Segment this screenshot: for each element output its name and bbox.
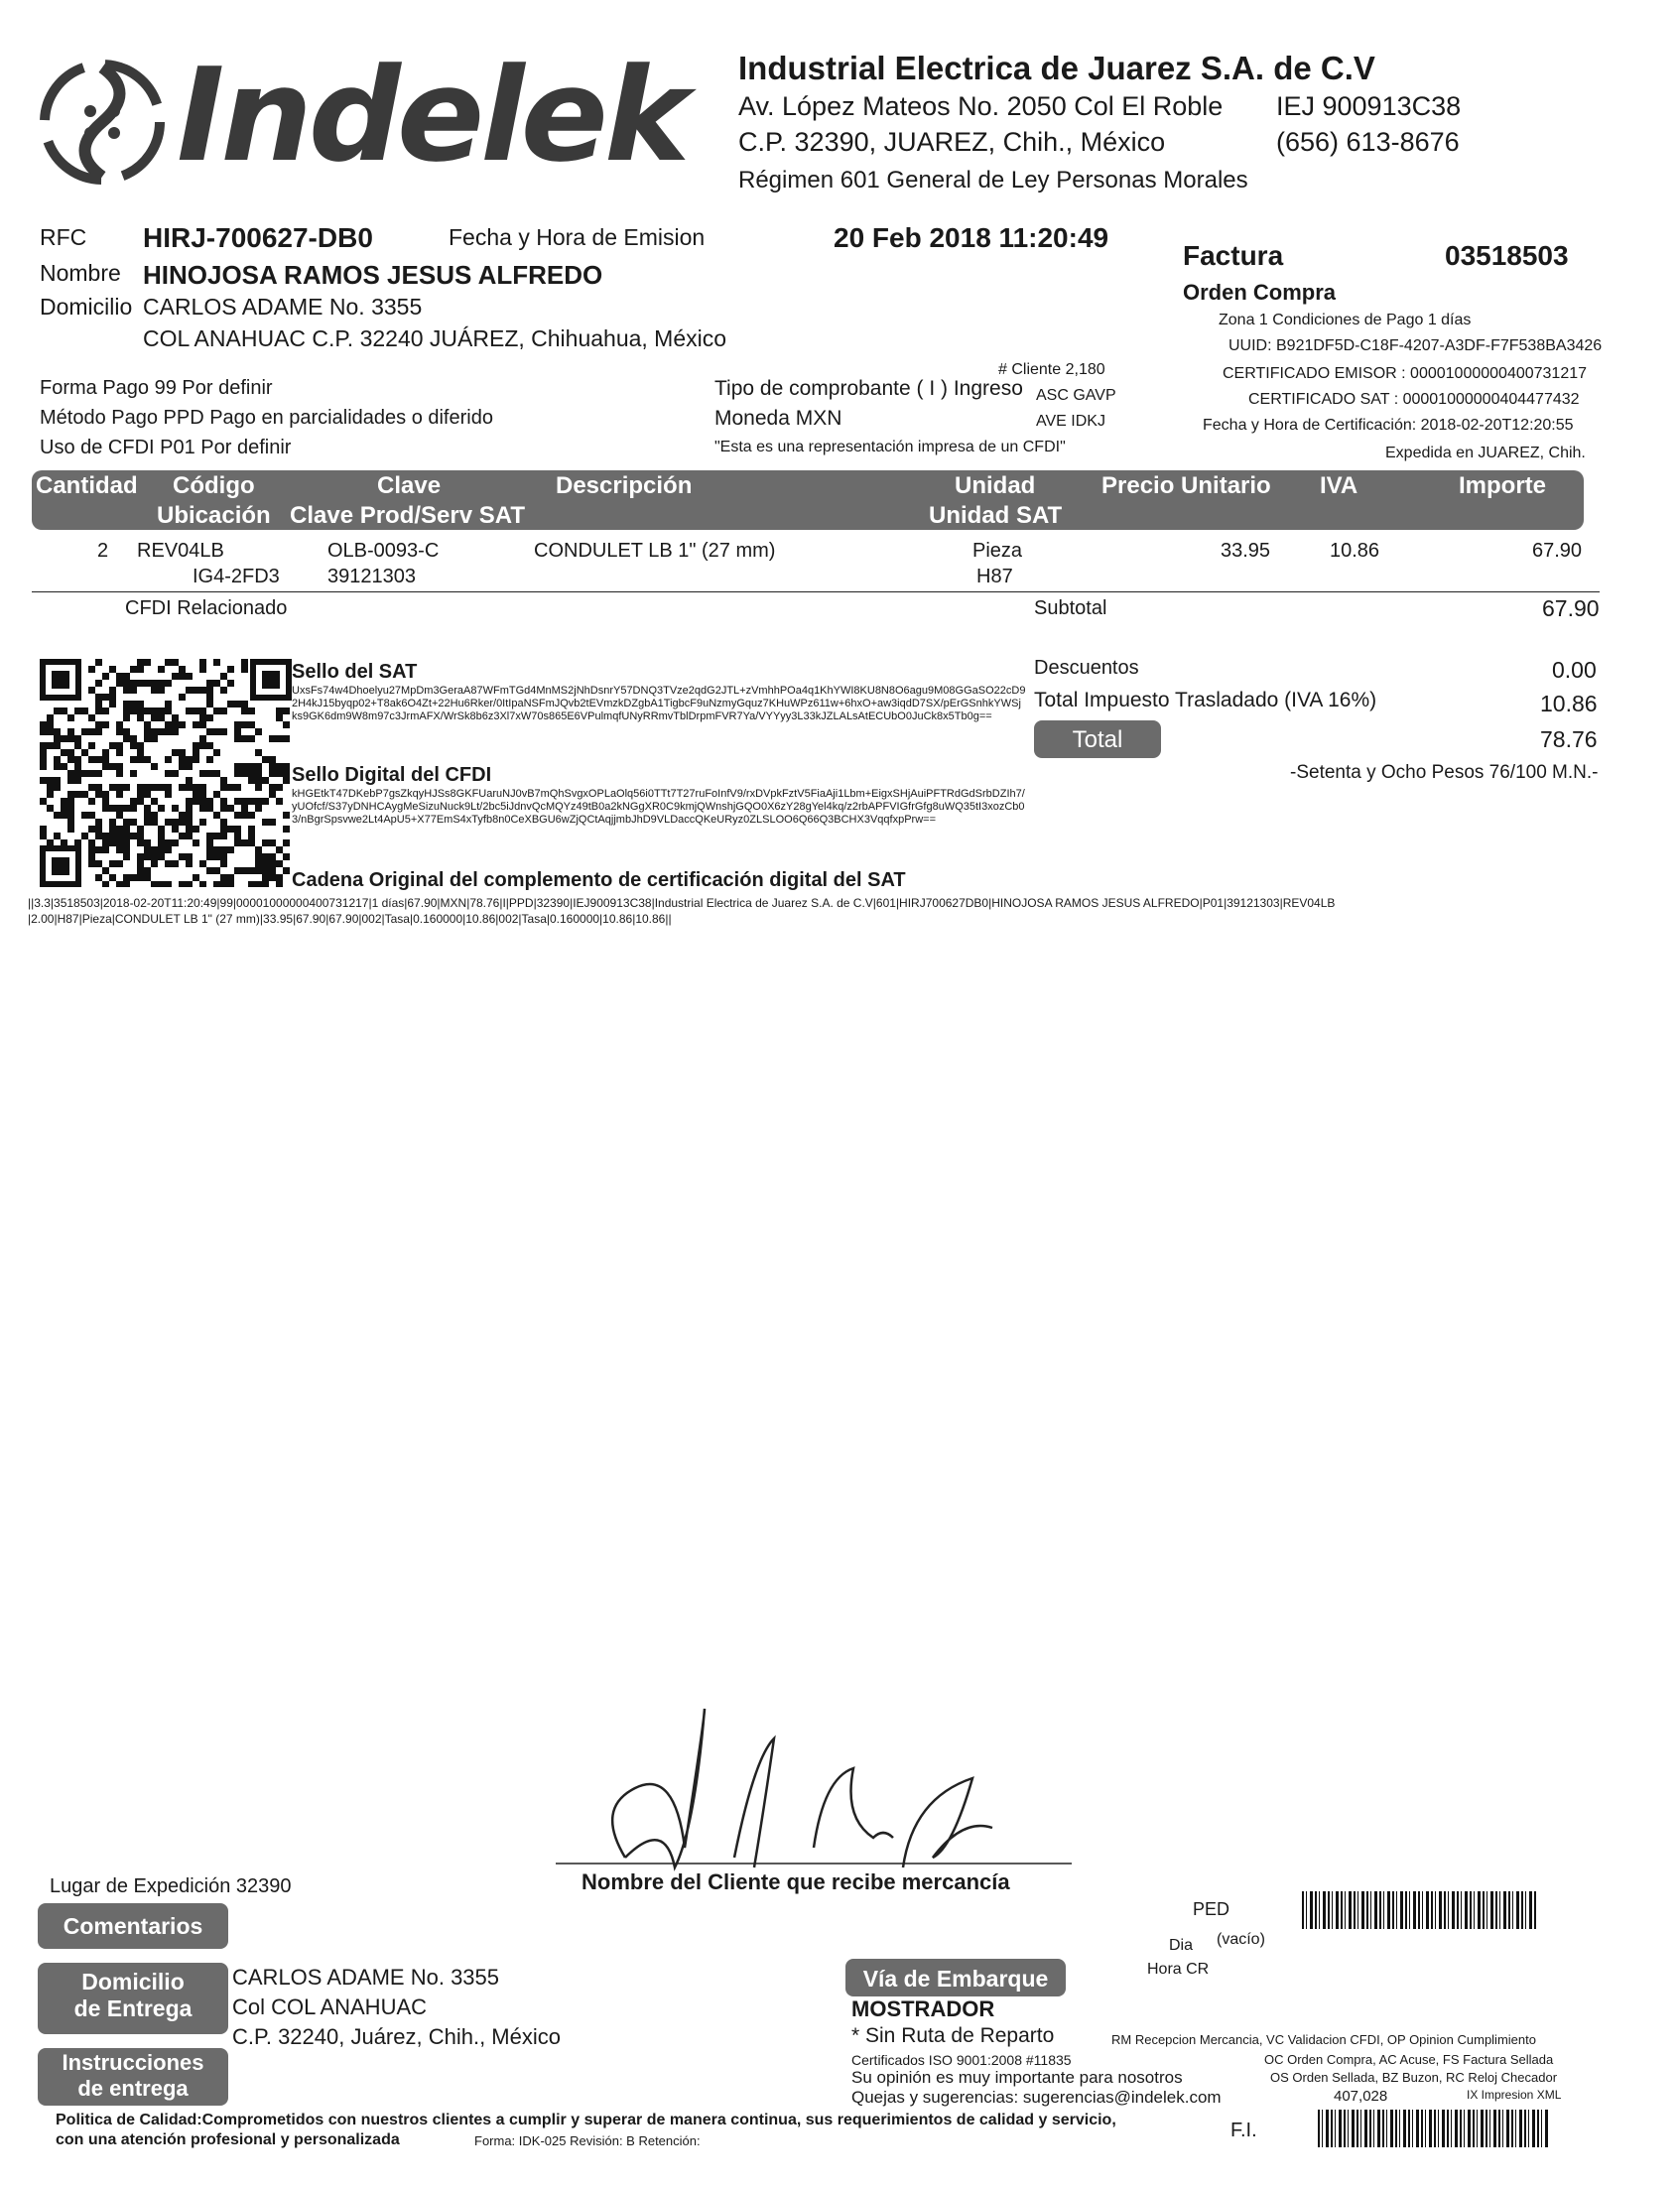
company-logo — [28, 30, 703, 208]
col-importe: Importe — [1459, 472, 1547, 499]
instrucciones-entrega-label — [38, 2048, 228, 2106]
sello-sat-value: UxsFs74w4Dhoelyu27MpDm3GeraA87WFmTGd4MnMS2jNhDsnrY57DNQ3TVze2qdG2JTL+zVmhhPOa4q1KhYWI8KU8N8O6agu9M08GGaSO22cD92H4kJ15byqp02+T8ak6O4Zt+22Hu6Rker/0ItIpaNSFmJQvb2tEVmzkDZgbA1TigbcF9uNzmyGquz7KHuWPz611w+6hxO+aw3iqdD7SX/pErGSnhkYWSjks9GK6dm9W8m97c3JrmAFX/WrSk8b6z3Xl7xW70s865E6VPulmqfUNyRRmvTblDrpmFVR7Ya/VYYyy3L33kJZLALsAtECUbO0JuCk8x5Tb0g== — [292, 685, 1026, 722]
emision-label: Fecha y Hora de Emision — [449, 224, 706, 250]
impresion-xml: IX Impresion XML — [1467, 2088, 1562, 2102]
col-precio: Precio Unitario — [1101, 472, 1271, 499]
forma-revision: Forma: IDK-025 Revisión: B Retención: — [474, 2133, 701, 2148]
total-en-letra: -Setenta y Ocho Pesos 76/100 M.N.- — [1290, 762, 1599, 783]
asc-code: ASC GAVP — [1036, 387, 1116, 404]
representacion-note: "Esta es una representación impresa de un CFDI" — [714, 439, 1066, 455]
cert-emisor: CERTIFICADO EMISOR : 00001000000400731217 — [1223, 365, 1588, 382]
uuid: UUID: B921DF5D-C18F-4207-A3DF-F7F538BA3426 — [1228, 337, 1603, 354]
forma-pago: Forma Pago 99 Por definir — [40, 377, 273, 399]
descuentos-value: 0.00 — [1552, 657, 1597, 683]
col-iva: IVA — [1320, 472, 1358, 499]
row-cantidad: 2 — [97, 540, 109, 562]
entrega-linea-1: CARLOS ADAME No. 3355 — [232, 1965, 500, 1990]
subtotal-label: Subtotal — [1034, 597, 1107, 619]
cadena-value: ||3.3|3518503|2018-02-20T11:20:49|99|00001000000400731217|1 días|67.90|MXN|78.76|I|PPD|32390|IEJ900913C38|Industrial Electrica de Juarez S.A. de C.V|601|HIRJ700627DB0|HINOJOSA RAMOS JESUS ALFREDO|P01|39121303|REV04LB|2.00|H87|Pieza|CONDULET LB 1" (27 mm)|33.95|67.90|67.90|002|Tasa|0.160000|10.86|002|Tasa|0.160000|10.86|10.86|| — [28, 896, 1336, 926]
rfc-label: RFC — [40, 224, 87, 250]
table-divider — [32, 591, 1600, 592]
domicilio-label: Domicilio — [40, 294, 133, 320]
entrega-linea-3: C.P. 32240, Juárez, Chih., México — [232, 2024, 561, 2049]
instrucciones-line2: de entrega — [77, 2076, 189, 2101]
moneda: Moneda MXN — [714, 407, 842, 430]
col-ubicacion: Ubicación — [157, 502, 271, 529]
col-clave-prod: Clave Prod/Serv SAT — [290, 502, 525, 529]
cfdi-relacionado: CFDI Relacionado — [125, 597, 288, 619]
cliente-num: # Cliente 2,180 — [998, 361, 1105, 378]
hora-cr-label: Hora CR — [1147, 1961, 1210, 1978]
metodo-pago: Método Pago PPD Pago en parcialidades o diferido — [40, 407, 493, 429]
legend-line-2: OC Orden Compra, AC Acuse, FS Factura Sellada — [1264, 2052, 1554, 2067]
sello-cfdi-label: Sello Digital del CFDI — [292, 764, 492, 786]
row-codigo: REV04LB — [137, 540, 224, 562]
client-rfc: HIRJ-700627-DB0 — [143, 222, 373, 253]
tipo-comprobante: Tipo de comprobante ( I ) Ingreso — [714, 377, 1023, 400]
fecha-certificacion: Fecha y Hora de Certificación: 2018-02-20T12:20:55 — [1203, 417, 1574, 434]
company-name: Industrial Electrica de Juarez S.A. de C.V — [738, 50, 1375, 86]
impuesto-label: Total Impuesto Trasladado (IVA 16%) — [1034, 689, 1377, 711]
row-descripcion: CONDULET LB 1" (27 mm) — [534, 540, 776, 562]
company-regimen: Régimen 601 General de Ley Personas Morales — [738, 167, 1248, 193]
barcode-bottom — [1318, 2110, 1548, 2147]
domicilio-entrega-line2: de Entrega — [73, 1995, 193, 2021]
legend-line-3: OS Orden Sellada, BZ Buzon, RC Reloj Checador — [1270, 2070, 1558, 2085]
row-precio: 33.95 — [1221, 540, 1271, 562]
via-embarque-label: Vía de Embarque — [845, 1959, 1066, 1996]
legend-line-1: RM Recepcion Mercancia, VC Validacion CFDI, OP Opinion Cumplimiento — [1111, 2032, 1536, 2047]
quejas-email: Quejas y sugerencias: sugerencias@indelek.com — [851, 2088, 1222, 2107]
row-unidad: Pieza — [972, 540, 1023, 562]
client-nombre: HINOJOSA RAMOS JESUS ALFREDO — [143, 260, 603, 290]
factura-label: Factura — [1183, 240, 1284, 271]
expedida-en: Expedida en JUAREZ, Chih. — [1385, 445, 1586, 461]
qr-code — [40, 659, 292, 887]
logo-swirl-icon — [28, 38, 177, 206]
opinion-note: Su opinión es muy importante para nosotros — [851, 2068, 1183, 2087]
client-domicilio-2: COL ANAHUAC C.P. 32240 JUÁREZ, Chihuahua, México — [143, 325, 727, 351]
descuentos-label: Descuentos — [1034, 657, 1139, 679]
nombre-label: Nombre — [40, 260, 121, 286]
domicilio-entrega-line1: Domicilio — [81, 1969, 185, 1994]
row-clave-prod: 39121303 — [327, 566, 416, 587]
sin-ruta: * Sin Ruta de Reparto — [851, 2024, 1055, 2047]
client-domicilio-1: CARLOS ADAME No. 3355 — [143, 294, 423, 320]
logo-text: Indelek — [177, 40, 687, 191]
col-descripcion: Descripción — [556, 472, 693, 499]
factura-number: 03518503 — [1445, 240, 1569, 271]
col-codigo: Código — [173, 472, 255, 499]
dia-label: Dia — [1169, 1937, 1194, 1954]
via-embarque-value: MOSTRADOR — [851, 1996, 995, 2021]
counter-number: 407,028 — [1334, 2088, 1388, 2105]
ped-label: PED — [1193, 1899, 1230, 1919]
entrega-linea-2: Col COL ANAHUAC — [232, 1994, 428, 2019]
signature — [556, 1699, 1072, 1897]
subtotal-value: 67.90 — [1542, 595, 1600, 621]
col-unidad: Unidad — [955, 472, 1036, 499]
barcode-top — [1302, 1891, 1536, 1929]
impuesto-value: 10.86 — [1540, 691, 1598, 716]
nombre-cliente-recibe: Nombre del Cliente que recibe mercancía — [582, 1869, 1010, 1894]
items-table-header — [32, 470, 1584, 530]
company-phone: (656) 613-8676 — [1276, 127, 1460, 157]
row-clave: OLB-0093-C — [327, 540, 440, 562]
comentarios-label: Comentarios — [38, 1903, 228, 1949]
company-address-1: Av. López Mateos No. 2050 Col El Roble — [738, 91, 1224, 121]
sello-cfdi-value: kHGEtkT47DKebP7gsZkqyHJSs8GKFUaruNJ0vB7mQhSvgxOPLaOlq56i0TTt7T27ruFoInfV9/rxDVpkFztV5FiaAji1Lbm+EigxSHjAuiPFTRdGdSrbDZIh7/yUOfcf/S37yDNHCAygMeSizuNuck9Lt/2bc5iJdnvQcMQYz49tB0a2kNGgXR0C9kmjQWnshjGQO0X6zY28gYel4kq/z2rbAPFVIGfrGfg8uWQ35tI3xozCb03/nBgrSpsvwe2Lt4ApU5+X77EmS4xTyfb8n0CeXBGU6wZjQCtAqjjmbJhD9VLDaccQKeURyz0ZLSLOO6Q66Q3BCHX3VqqfxpPrw== — [292, 788, 1025, 826]
sello-sat-label: Sello del SAT — [292, 661, 418, 683]
instrucciones-line1: Instrucciones — [62, 2050, 204, 2075]
politica-calidad-1: Politica de Calidad:Comprometidos con nuestros clientes a cumplir y superar de manera continua, sus requerimientos de calidad y servicio, — [56, 2112, 1116, 2128]
uso-cfdi: Uso de CFDI P01 Por definir — [40, 437, 292, 458]
certificados-iso: Certificados ISO 9001:2008 #11835 — [851, 2052, 1072, 2068]
zona-condiciones: Zona 1 Condiciones de Pago 1 días — [1219, 312, 1472, 328]
ave-code: AVE IDKJ — [1036, 413, 1105, 430]
row-unidad-sat: H87 — [976, 566, 1013, 587]
domicilio-entrega-label — [38, 1963, 228, 2034]
orden-compra-label: Orden Compra — [1183, 280, 1337, 305]
company-rfc: IEJ 900913C38 — [1276, 91, 1462, 121]
lugar-expedicion: Lugar de Expedición 32390 — [50, 1875, 292, 1897]
vacio-label: (vacío) — [1217, 1931, 1265, 1948]
total-value: 78.76 — [1540, 726, 1598, 752]
row-iva: 10.86 — [1330, 540, 1380, 562]
col-unidad-sat: Unidad SAT — [929, 502, 1063, 529]
politica-calidad-2: con una atención profesional y personalizada — [56, 2131, 400, 2148]
emision-datetime: 20 Feb 2018 11:20:49 — [834, 222, 1109, 253]
company-address-2: C.P. 32390, JUAREZ, Chih., México — [738, 127, 1166, 157]
cadena-label: Cadena Original del complemento de certificación digital del SAT — [292, 869, 906, 891]
total-pill: Total — [1034, 720, 1161, 758]
col-clave: Clave — [377, 472, 442, 499]
cert-sat: CERTIFICADO SAT : 00001000000404477432 — [1248, 391, 1580, 408]
row-importe: 67.90 — [1532, 540, 1583, 562]
fi-label: F.I. — [1230, 2120, 1257, 2141]
row-ubicacion: IG4-2FD3 — [193, 566, 280, 587]
col-cantidad: Cantidad — [36, 472, 138, 499]
